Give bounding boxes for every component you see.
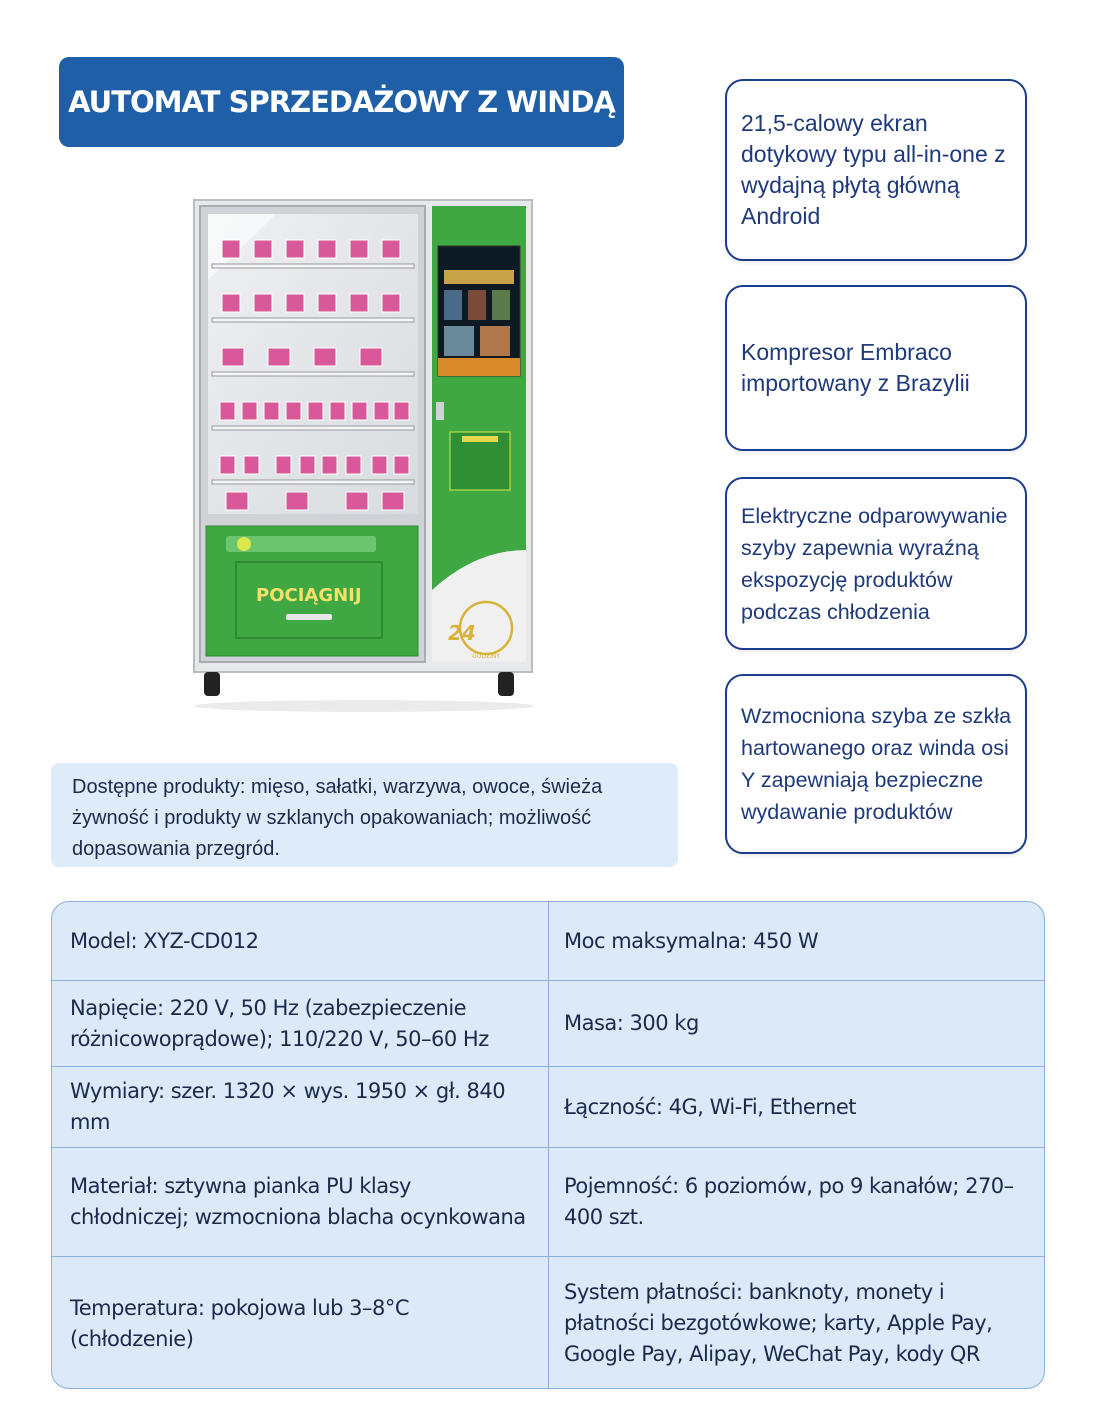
- feature-box-compressor: [725, 285, 1027, 451]
- spec-voltage: Napięcie: 220 V, 50 Hz (zabezpieczenie różnicowoprądowe); 110/220 V, 50–60 Hz: [52, 981, 549, 1066]
- feature-text: Kompresor Embraco importowany z Brazylii: [741, 339, 970, 396]
- table-row: [52, 902, 1044, 981]
- spec-capacity: Pojemność: 6 poziomów, po 9 kanałów; 270–400 szt.: [564, 1174, 1014, 1229]
- table-row: [52, 1148, 1044, 1257]
- spec-weight: Masa: 300 kg: [564, 1011, 699, 1035]
- title-banner: [59, 57, 624, 147]
- table-row: [52, 981, 1044, 1067]
- feature-text: Elektryczne odparowywanie szyby zapewnia wyraźną ekspozycję produktów podczas chłodzenia: [741, 503, 1008, 624]
- products-note: [51, 763, 678, 867]
- table-row: [52, 1067, 1044, 1148]
- spec-temperature: Temperatura: pokojowa lub 3–8°C (chłodzenie): [52, 1257, 549, 1389]
- spec-payment: System płatności: banknoty, monety i płatności bezgotówkowe; karty, Apple Pay, Google Pay, Alipay, WeChat Pay, kody QR: [564, 1280, 993, 1366]
- feature-text: Wzmocniona szyba ze szkła hartowanego oraz winda osi Y zapewniają bezpieczne wydawanie produktów: [741, 704, 1012, 824]
- spec-connectivity: Łączność: 4G, Wi-Fi, Ethernet: [564, 1094, 857, 1119]
- badge-text: GODZINY: [472, 653, 501, 660]
- feature-text: 21,5-calowy ekran dotykowy typu all-in-one z wydajną płytą główną Android: [741, 110, 1006, 229]
- pickup-label: POCIĄGNIJ: [256, 585, 362, 606]
- feature-box-defogging: [725, 477, 1027, 650]
- page-title: AUTOMAT SPRZEDAŻOWY Z WINDĄ: [68, 85, 615, 119]
- feature-box-glass-elevator: [725, 674, 1027, 854]
- badge-number: 24: [448, 621, 476, 645]
- vending-machine-image: [186, 190, 542, 720]
- table-row: [52, 1257, 1044, 1389]
- spec-table: [51, 901, 1045, 1389]
- spec-dimensions: Wymiary: szer. 1320 × wys. 1950 × gł. 840 mm: [52, 1067, 549, 1147]
- feature-box-screen: [725, 79, 1027, 261]
- spec-model: Model: XYZ-CD012: [52, 902, 549, 980]
- spec-material: Materiał: sztywna pianka PU klasy chłodniczej; wzmocniona blacha ocynkowana: [52, 1148, 549, 1256]
- products-note-text: Dostępne produkty: mięso, sałatki, warzywa, owoce, świeża żywność i produkty w szklanych opakowaniach; możliwość dopasowania przegród.: [72, 776, 603, 860]
- spec-power: Moc maksymalna: 450 W: [564, 928, 819, 953]
